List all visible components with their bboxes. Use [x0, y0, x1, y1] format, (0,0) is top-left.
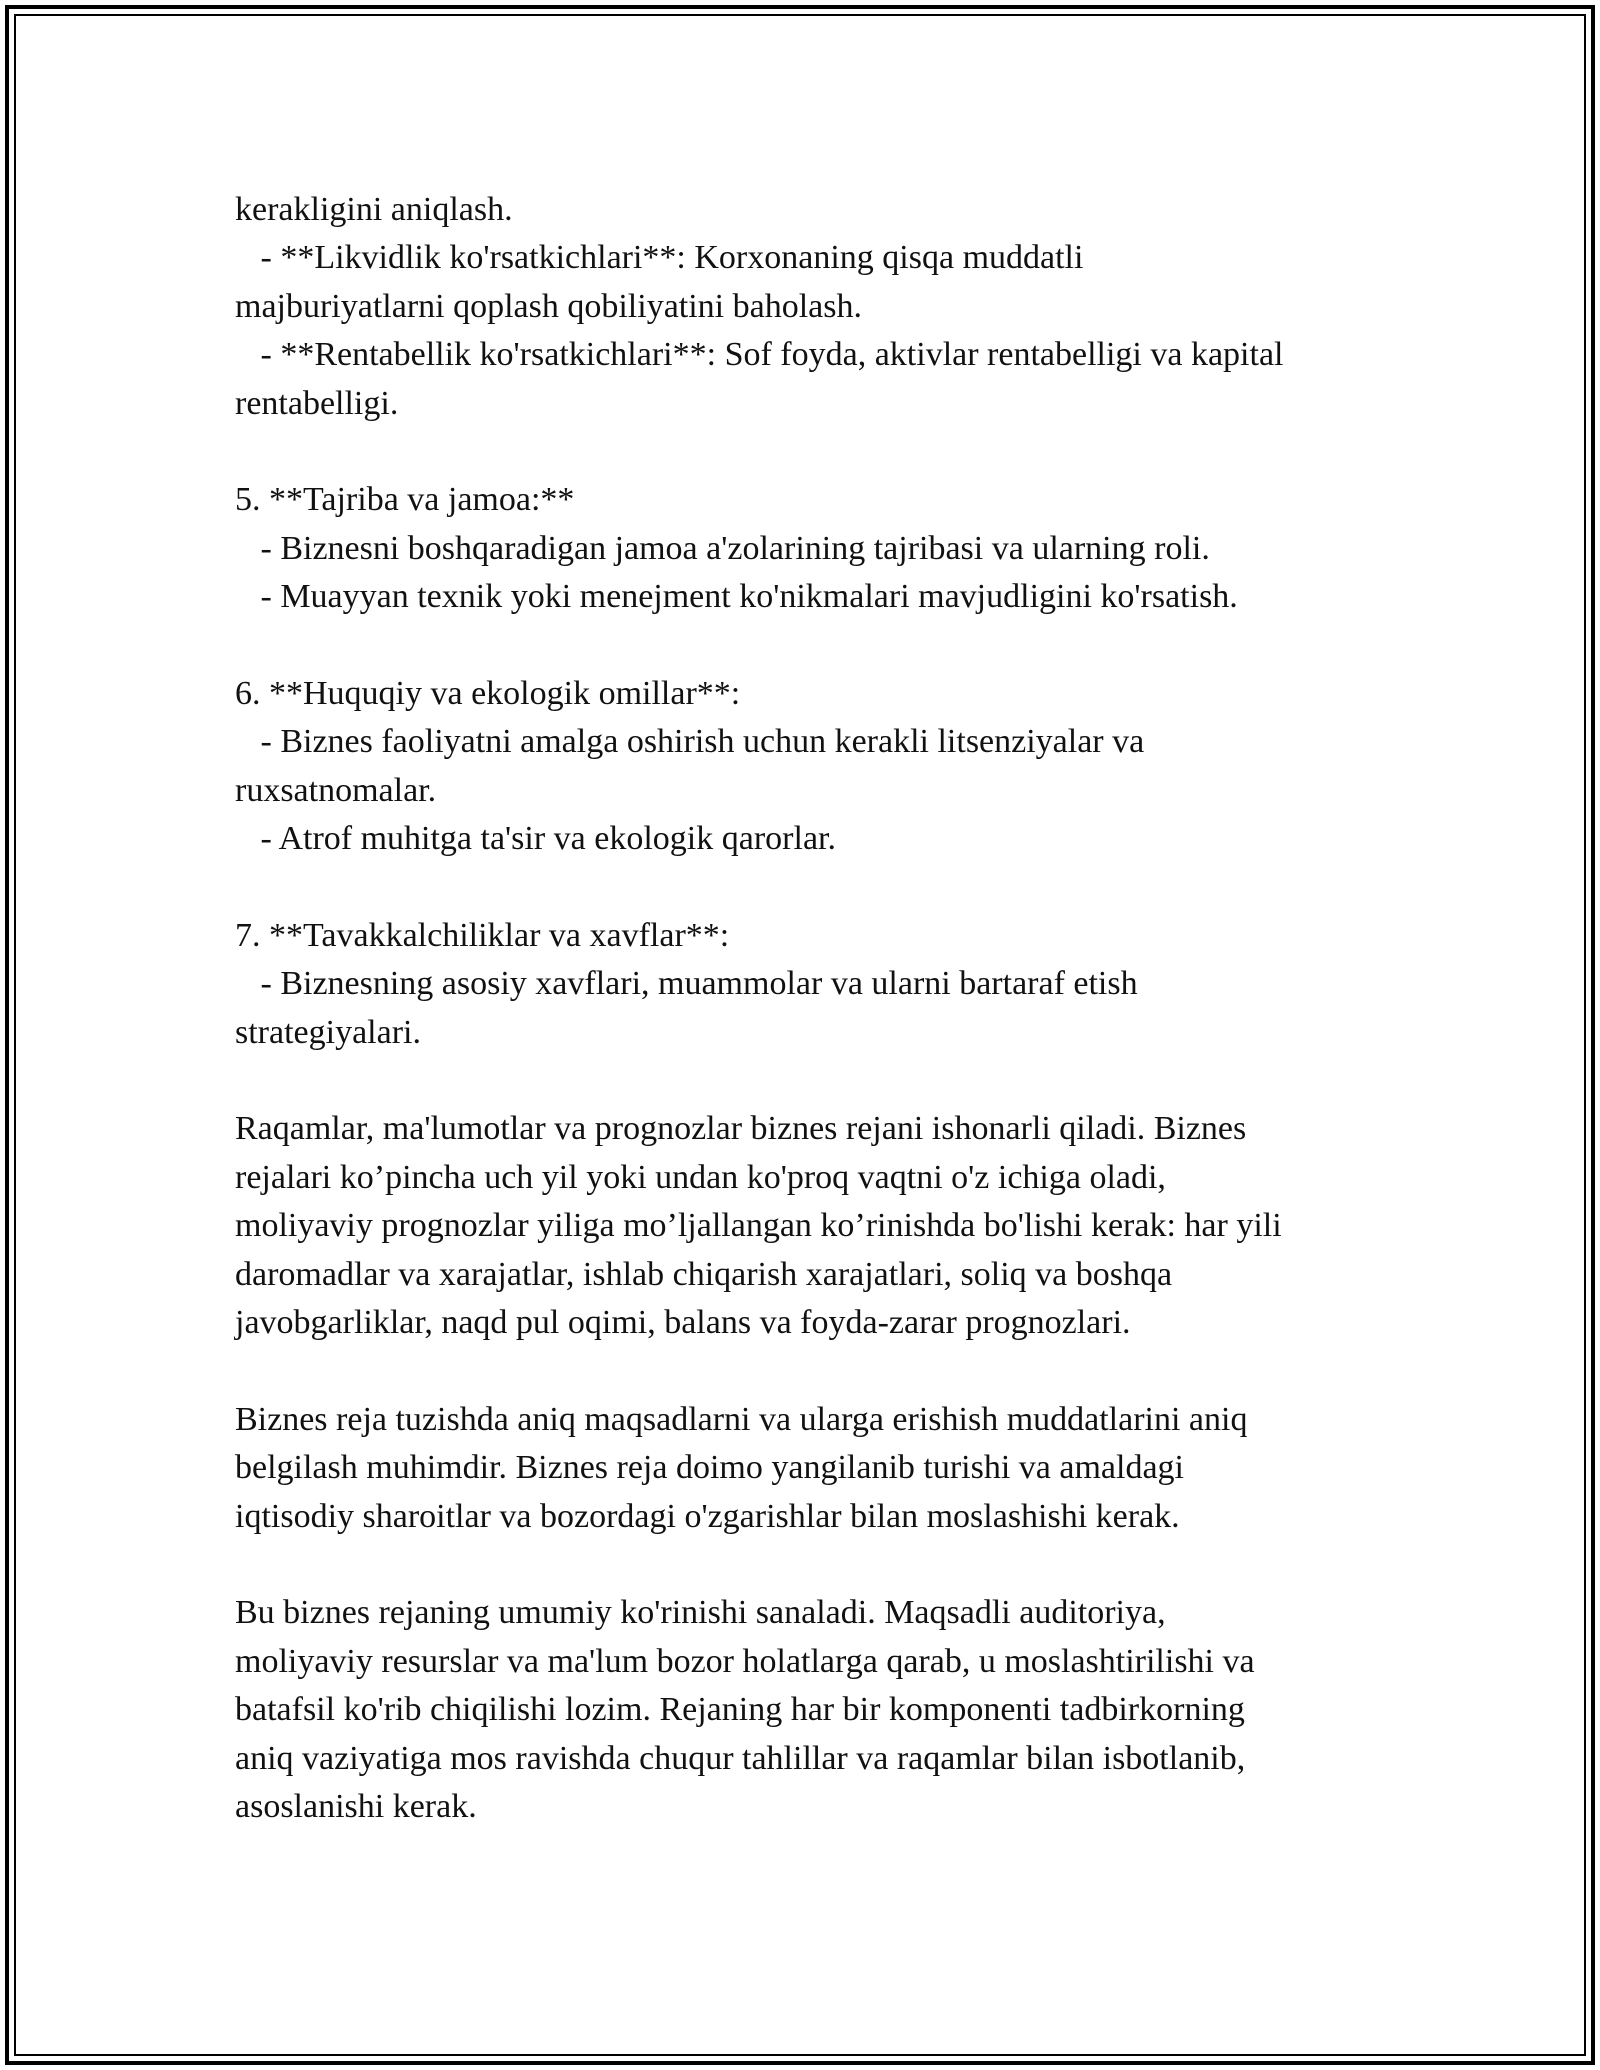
paragraph-line: Biznes reja tuzishda aniq maqsadlarni va ularga erishish muddatlarini aniq — [235, 1400, 1248, 1438]
text-line: majburiyatlarni qoplash qobiliyatini baholash. — [235, 287, 862, 325]
list-item: - Biznes faoliyatni amalga oshirish uchun kerakli litsenziyalar va — [235, 723, 1145, 761]
text-line: rentabelligi. — [235, 384, 399, 422]
blank-line — [235, 863, 1395, 911]
paragraph-line: aniq vaziyatiga mos ravishda chuqur tahlillar va raqamlar bilan isbotlanib, — [235, 1739, 1246, 1777]
paragraph-line: asoslanishi kerak. — [235, 1787, 477, 1825]
text-line: strategiyalari. — [235, 1013, 421, 1051]
paragraph-line: Bu biznes rejaning umumiy ko'rinishi sanaladi. Maqsadli auditoriya, — [235, 1594, 1166, 1632]
list-item: - Biznesni boshqaradigan jamoa a'zolarining tajribasi va ularning roli. — [235, 529, 1210, 567]
list-item: - Muayyan texnik yoki menejment ko'nikmalari mavjudligini ko'rsatish. — [235, 578, 1238, 616]
paragraph-line: batafsil ko'rib chiqilishi lozim. Rejaning har bir komponenti tadbirkorning — [235, 1691, 1245, 1729]
section-heading-6: 6. **Huquqiy va ekologik omillar**: — [235, 674, 741, 712]
paragraph-line: daromadlar va xarajatlar, ishlab chiqarish xarajatlari, soliq va boshqa — [235, 1255, 1173, 1293]
paragraph-line: moliyaviy resurslar va ma'lum bozor holatlarga qarab, u moslashtirilishi va — [235, 1642, 1255, 1680]
text-line: ruxsatnomalar. — [235, 771, 437, 809]
paragraph-line: Raqamlar, ma'lumotlar va prognozlar biznes rejani ishonarli qiladi. Biznes — [235, 1110, 1247, 1148]
list-item: - Atrof muhitga ta'sir va ekologik qarorlar. — [235, 820, 836, 858]
section-heading-5: 5. **Tajriba va jamoa:** — [235, 481, 575, 519]
paragraph-line: moliyaviy prognozlar yiliga mo’ljallangan ko’rinishda bo'lishi kerak: har yili — [235, 1207, 1282, 1245]
blank-line — [235, 1541, 1395, 1589]
paragraph-line: iqtisodiy sharoitlar va bozordagi o'zgarishlar bilan moslashishi kerak. — [235, 1497, 1180, 1535]
list-item: - Biznesning asosiy xavflari, muammolar va ularni bartaraf etish — [235, 965, 1138, 1003]
blank-line — [235, 428, 1395, 476]
paragraph-line: javobgarliklar, naqd pul oqimi, balans va foyda-zarar prognozlari. — [235, 1303, 1131, 1341]
blank-line — [235, 1347, 1395, 1395]
text-line: kerakligini aniqlash. — [235, 191, 513, 228]
section-heading-7: 7. **Tavakkalchiliklar va xavflar**: — [235, 916, 730, 954]
blank-line — [235, 1057, 1395, 1105]
blank-line — [235, 622, 1395, 670]
list-item-profitability: - **Rentabellik ko'rsatkichlari**: Sof foyda, aktivlar rentabelligi va kapital — [235, 336, 1284, 374]
paragraph-line: rejalari ko’pincha uch yil yoki undan ko'proq vaqtni o'z ichiga oladi, — [235, 1158, 1166, 1196]
list-item-liquidity: - **Likvidlik ko'rsatkichlari**: Korxonaning qisqa muddatli — [235, 239, 1084, 277]
paragraph-line: belgilash muhimdir. Biznes reja doimo yangilanib turishi va amaldagi — [235, 1449, 1184, 1487]
document-body — [235, 186, 1395, 1831]
